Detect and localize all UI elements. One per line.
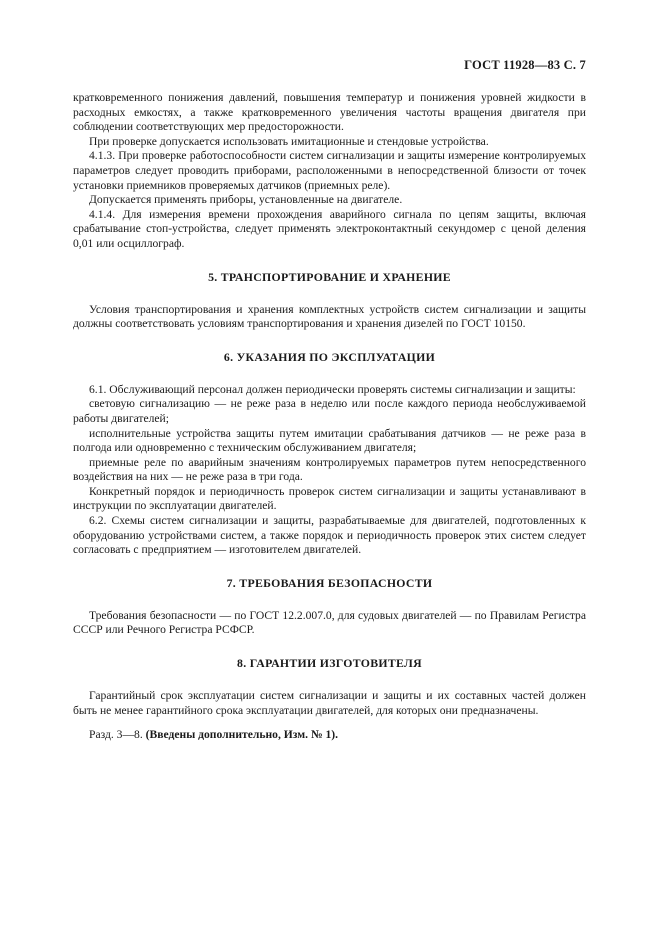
document-page xyxy=(73,58,586,743)
section-heading: 5. ТРАНСПОРТИРОВАНИЕ И ХРАНЕНИЕ xyxy=(208,269,451,284)
paragraph: Гарантийный срок эксплуатации систем сигнализации и защиты и их составных частей должен быть не менее гарантийного срока эксплуатации двигателей, для которых они предназначены. xyxy=(73,689,586,717)
section-heading: 7. ТРЕБОВАНИЯ БЕЗОПАСНОСТИ xyxy=(226,575,433,590)
paragraph: Требования безопасности — по ГОСТ 12.2.007.0, для судовых двигателей — по Правилам Регистра СССР или Речного Регистра РСФСР. xyxy=(73,608,586,637)
paragraph: При проверке допускается использовать имитационные и стендовые устройства. xyxy=(89,134,489,148)
section-safety xyxy=(73,576,586,638)
paragraph: кратковременного понижения давлений, повышения температур и понижения уровней жидкости в расходных емкостях, а также кратковременного увеличения частоты вращения двигателя при соблюдении соответствующих мер предосторожности. xyxy=(73,91,586,134)
section-operation xyxy=(73,350,586,558)
paragraph: Допускается применять приборы, установленные на двигателе. xyxy=(89,193,403,207)
section-heading: 8. ГАРАНТИИ ИЗГОТОВИТЕЛЯ xyxy=(237,656,422,671)
paragraph: 4.1.4. Для измерения времени прохождения аварийного сигнала по цепям защиты, включая срабатывание стоп-устройства, следует применять электроконтактный секундомер с ценой деления 0,01 или осциллограф. xyxy=(73,207,586,250)
amendment-bold: (Введены дополнительно, Изм. № 1). xyxy=(145,728,339,742)
continuation-text xyxy=(73,91,586,252)
paragraph: Условия транспортирования и хранения комплектных устройств систем сигнализации и защиты должны соответствовать условиям транспортирования и хранения дизелей по ГОСТ 10150. xyxy=(73,302,586,331)
running-header: ГОСТ 11928—83 С. 7 xyxy=(464,58,586,72)
paragraph: приемные реле по аварийным значениям контролируемых параметров путем непосредственного воздействия на них — не реже раза в три года. xyxy=(73,455,586,484)
amendment-prefix: Разд. 3—8. xyxy=(89,728,143,742)
paragraph: Конкретный порядок и периодичность проверок систем сигнализации и защиты устанавливают в инструкции по эксплуатации двигателей. xyxy=(73,484,586,513)
section-warranty xyxy=(73,656,586,718)
amendment-note xyxy=(73,728,586,743)
paragraph: исполнительные устройства защиты путем имитации срабатывания датчиков — не реже раза в полгода или одновременно с техническим обслуживанием двигателя; xyxy=(73,426,586,455)
paragraph: 6.2. Схемы систем сигнализации и защиты, разрабатываемые для двигателей, подготовленных к оборудованию устройствами систем, а также порядок и периодичность проверок этих систем следует согласовать с предприятием — изготовителем двигателей. xyxy=(73,514,586,557)
paragraph: 6.1. Обслуживающий персонал должен периодически проверять системы сигнализации и защиты: xyxy=(89,382,576,396)
paragraph: 4.1.3. При проверке работоспособности систем сигнализации и защиты измерение контролируемых параметров следует проводить приборами, расположенными в непосредственной близости от точек установки приемников проверяемых датчиков (приемных реле). xyxy=(73,149,586,192)
paragraph: световую сигнализацию — не реже раза в неделю или после каждого периода необслуживаемой работы двигателей; xyxy=(73,397,586,425)
section-transport xyxy=(73,270,586,332)
section-heading: 6. УКАЗАНИЯ ПО ЭКСПЛУАТАЦИИ xyxy=(223,349,436,364)
